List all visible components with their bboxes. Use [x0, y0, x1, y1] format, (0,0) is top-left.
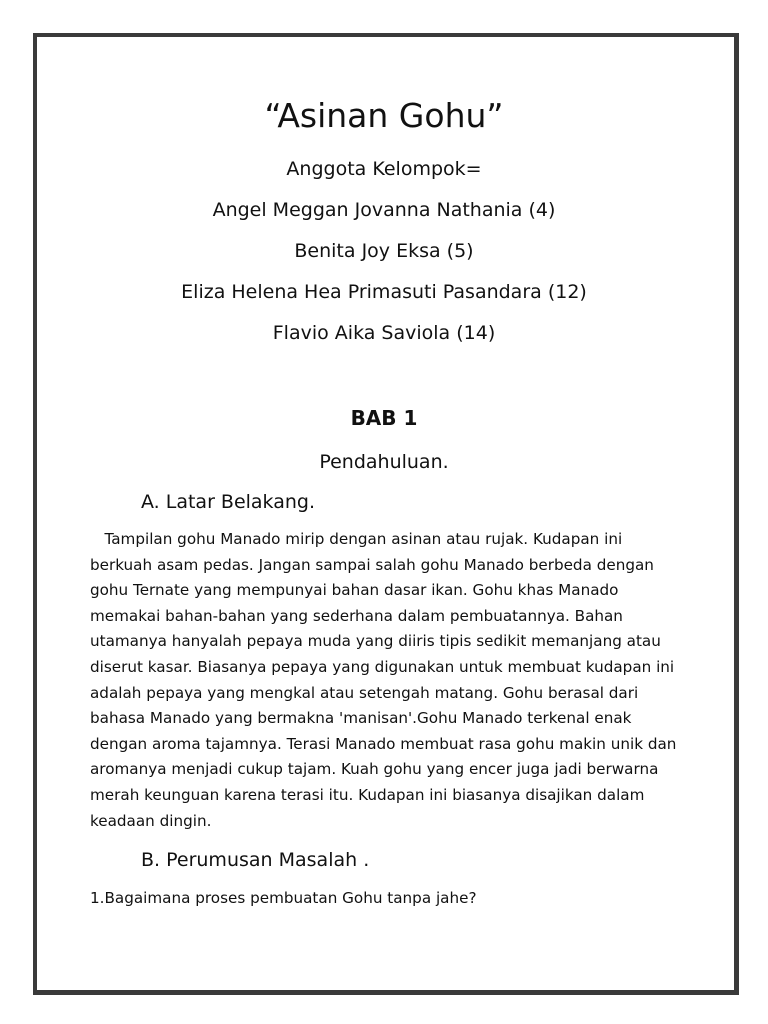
section-heading-latar-belakang: A. Latar Belakang.: [141, 491, 316, 513]
document-title: “Asinan Gohu”: [264, 96, 504, 135]
chapter-title: Pendahuluan.: [319, 451, 449, 473]
member-item: Benita Joy Eksa (5): [294, 240, 474, 262]
chapter-heading: BAB 1: [350, 406, 418, 430]
member-item: Eliza Helena Hea Primasuti Pasandara (12): [181, 281, 587, 303]
background-paragraph: Tampilan gohu Manado mirip dengan asinan atau rujak. Kudapan ini berkuah asam pedas. Jangan sampai salah gohu Manado berbeda dengan gohu Ternate yang mempunyai bahan dasar ikan. Gohu khas Manado memakai bahan-bahan yang sederhana dalam pembuatannya. Bahan utamanya hanyalah pepaya muda yang diiris tipis sedikit memanjang atau diserut kasar. Biasanya pepaya yang digunakan untuk membuat kudapan ini adalah pepaya yang mengkal atau setengah matang. Gohu berasal dari bahasa Manado yang bermakna 'manisan'.Gohu Manado terkenal enak dengan aroma tajamnya. Terasi Manado membuat rasa gohu makin unik dan aromanya menjadi cukup tajam. Kuah gohu yang encer juga jadi berwarna merah keunguan karena terasi itu. Kudapan ini biasanya disajikan dalam keadaan dingin.: [90, 530, 682, 830]
member-item: Flavio Aika Saviola (14): [272, 322, 496, 344]
member-list: [0, 156, 768, 361]
member-item: Angel Meggan Jovanna Nathania (4): [212, 199, 556, 221]
section-heading-perumusan-masalah: B. Perumusan Masalah .: [141, 849, 370, 871]
question-item: 1.Bagaimana proses pembuatan Gohu tanpa jahe?: [90, 889, 477, 907]
member-heading: Anggota Kelompok=: [286, 158, 482, 180]
